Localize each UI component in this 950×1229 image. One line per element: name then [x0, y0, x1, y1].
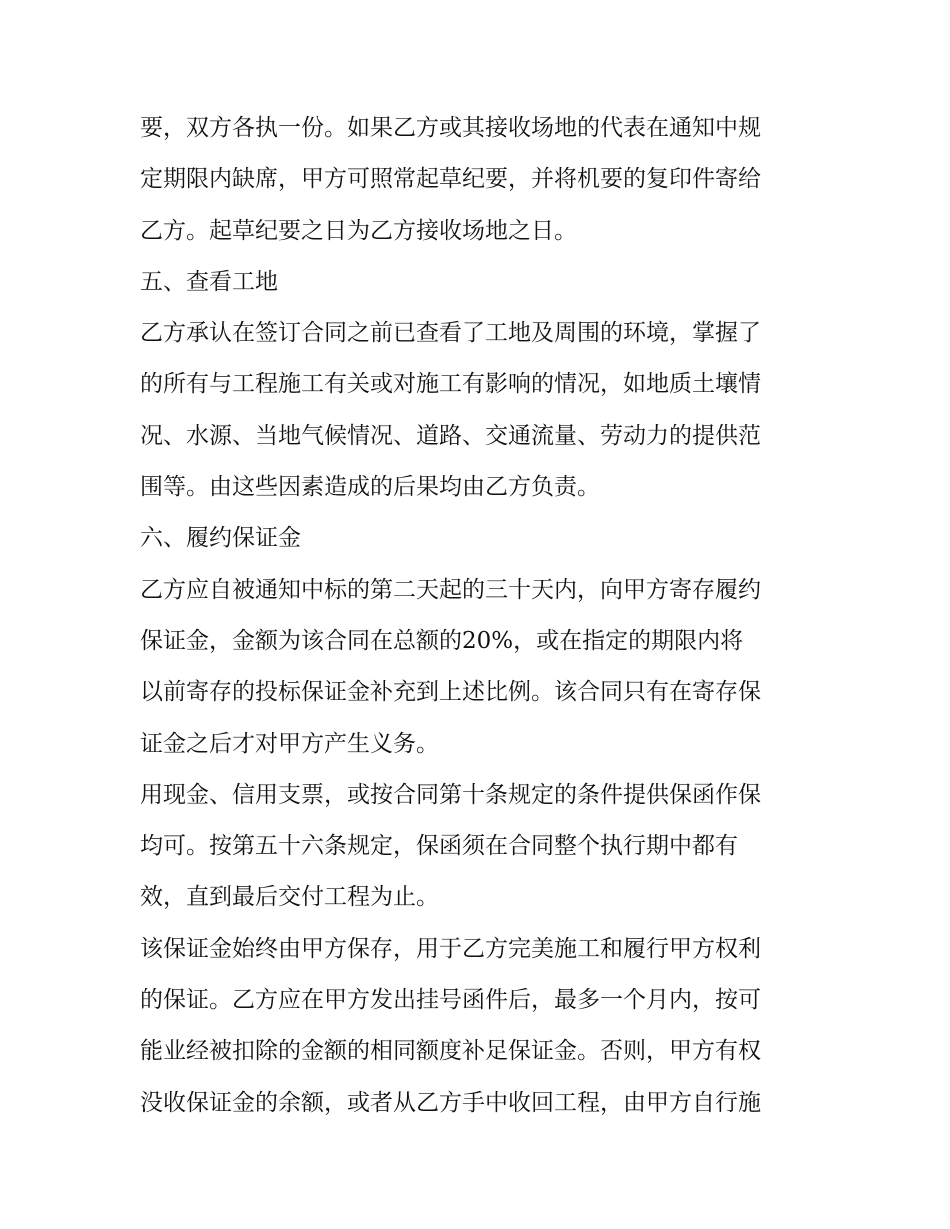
text-line: 乙方承认在签订合同之前已查看了工地及周围的环境，掌握了 [140, 320, 761, 347]
text-line: 能业经被扣除的金额的相同额度补足保证金。否则，甲方有权 [140, 1038, 761, 1065]
section-heading-6: 六、履约保证金 [140, 525, 301, 552]
text-line: 乙方。起草纪要之日为乙方接收场地之日。 [140, 217, 577, 244]
text-line: 保证金，金额为该合同在总额的20%，或在指定的期限内将 [140, 627, 744, 654]
text-line: 要，双方各执一份。如果乙方或其接收场地的代表在通知中规 [140, 115, 761, 141]
text-line: 效，直到最后交付工程为止。 [140, 884, 439, 911]
text-line: 用现金、信用支票，或按合同第十条规定的条件提供保函作保 [140, 781, 761, 808]
text-line: 证金之后才对甲方产生义务。 [140, 730, 439, 757]
text-line: 况、水源、当地气候情况、道路、交通流量、劳动力的提供范 [140, 422, 761, 449]
text-line: 乙方应自被通知中标的第二天起的三十天内，向甲方寄存履约 [140, 576, 761, 603]
section-heading-5: 五、查看工地 [140, 268, 278, 295]
text-line: 该保证金始终由甲方保存，用于乙方完美施工和履行甲方权利 [140, 935, 761, 962]
text-line: 均可。按第五十六条规定，保函须在合同整个执行期中都有 [140, 833, 738, 860]
text-line: 定期限内缺席，甲方可照常起草纪要，并将机要的复印件寄给 [140, 166, 761, 193]
text-line: 以前寄存的投标保证金补充到上述比例。该合同只有在寄存保 [140, 679, 761, 706]
text-line: 围等。由这些因素造成的后果均由乙方负责。 [140, 474, 600, 501]
text-line: 的所有与工程施工有关或对施工有影响的情况，如地质土壤情 [140, 371, 761, 398]
document-body [140, 103, 820, 1129]
text-line: 的保证。乙方应在甲方发出挂号函件后，最多一个月内，按可 [140, 987, 761, 1014]
text-line: 没收保证金的余额，或者从乙方手中收回工程，由甲方自行施 [140, 1089, 761, 1116]
